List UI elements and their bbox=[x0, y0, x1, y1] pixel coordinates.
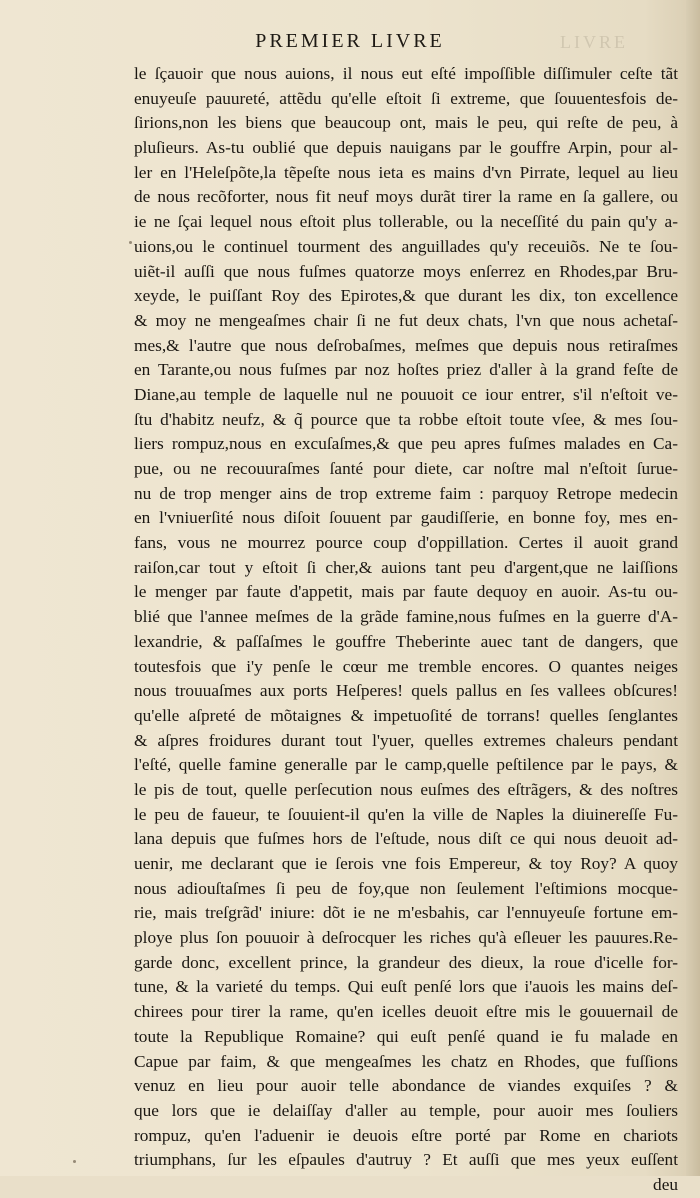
text-line: rie, mais treſgrãd' iniure: dõt ie ne m'esbahis, car l'ennuyeuſe fortune em- bbox=[134, 903, 678, 923]
text-line: chirees pour tirer la rame, qu'en icelles deuoit eſtre mis le gouuernail de bbox=[134, 1002, 678, 1022]
text-line: le peu de faueur, te ſouuient-il qu'en la ville de Naples la diuinereſſe Fu- bbox=[134, 804, 678, 824]
text-line: ſirions,non les biens que beaucoup ont, mais le peu, qui reſte de peu, à bbox=[134, 113, 678, 133]
text-line: uions,ou le continuel tourment des anguillades qu'y receuiõs. Ne te ſou- bbox=[134, 236, 678, 256]
text-line: raiſon,car tout y eſtoit ſi cher,& auions tant peu d'argent,que ne laiſſions bbox=[134, 557, 678, 577]
text-line: toute la Republique Romaine? qui euſt penſé quand ie fu malade en bbox=[134, 1026, 678, 1046]
text-line: tune, & la varieté du temps. Qui euſt penſé lors que i'auois les mains deſ- bbox=[134, 977, 678, 997]
text-line: pluſieurs. As-tu oublié que depuis nauigans par le gouffre Arpin, pour al- bbox=[134, 138, 678, 158]
text-line: & moy ne mengeaſmes chair ſi ne fut deux chats, l'vn que nous achetaſ- bbox=[134, 310, 678, 330]
text-line: lana depuis que fuſmes hors de l'eſtude, nous diſt ce qui nous deuoit ad- bbox=[134, 829, 678, 849]
text-line: lexandrie, & paſſaſmes le gouffre Theberinte auec tant de dangers, que bbox=[134, 631, 678, 651]
text-line: en Tarante,ou nous fuſmes par noz hoſtes priez d'aller à la grand feſte de bbox=[134, 360, 678, 380]
text-line: fans, vous ne mourrez pource coup d'oppillation. Certes il auoit grand bbox=[134, 533, 678, 553]
text-line: le ſçauoir que nous auions, il nous eut eſté impoſſible diſſimuler ceſte tãt bbox=[134, 64, 678, 83]
text-line: triumphans, ſur les eſpaules d'autruy ? Et auſſi que mes yeux euſſent bbox=[134, 1150, 678, 1170]
text-line: liers rompuz,nous en excuſaſmes,& que peu apres fuſmes malades en Ca- bbox=[134, 434, 678, 454]
text-line: ploye plus ſon pouuoir à deſrocquer les riches qu'à eſleuer les pauures.Re- bbox=[134, 928, 678, 948]
running-header: PREMIER LIVRE bbox=[255, 30, 445, 52]
text-line: que lors que ie delaiſſay d'aller au temple, pour auoir mes ſouliers bbox=[134, 1100, 678, 1120]
text-line: toutesfois que i'y penſe le cœur me tremble encores. O quantes neiges bbox=[134, 656, 678, 676]
text-line: rompuz, qu'en l'aduenir ie deuois eſtre porté par Rome en chariots bbox=[134, 1125, 678, 1145]
text-line: garde donc, excellent prince, la grandeur des dieux, la roue d'icelle for- bbox=[134, 952, 678, 972]
text-line: xeyde, le puiſſant Roy des Epirotes,& que durant les dix, ton excellence bbox=[134, 286, 678, 306]
text-line: ſtu d'habitz neufz, & q̃ pource que ta robbe eſtoit toute vſee, & mes ſou- bbox=[134, 409, 678, 429]
text-line: nous adiouſtaſmes ſi peu de foy,que non ſeulement l'eſtimions mocque- bbox=[134, 878, 678, 898]
text-line: de nous recõforter, nous fit neuf moys durãt tirer la rame en ſa gallere, ou bbox=[134, 187, 678, 207]
text-line: blié que l'annee meſmes de la grãde famine,nous fuſmes en la guerre d'A- bbox=[134, 607, 678, 627]
text-line: uenir, me declarant que ie ſerois vne fois Empereur, & toy Roy? A quoy bbox=[134, 854, 678, 873]
text-line: ler en l'Heleſpõte,la tẽpeſte nous ieta es mains d'vn Pirrate, lequel au lieu bbox=[134, 162, 678, 182]
text-line: pue, ou ne recouuraſmes ſanté pour diete, car noſtre mal n'eſtoit ſurue- bbox=[134, 459, 678, 478]
text-line: qu'elle aſpreté de mõtaignes & impetuoſité de torrans! quelles ſenglantes bbox=[134, 705, 678, 725]
text-line: nu de trop menger ains de trop extreme faim : parquoy Retrope medecin bbox=[134, 483, 678, 503]
text-line: uiẽt-il auſſi que nous fuſmes quatorze moys enſerrez en Rhodes,par Bru- bbox=[134, 261, 678, 281]
ink-speck bbox=[129, 241, 132, 244]
text-line: l'eſté, quelle famine generalle par le camp,quelle peſtilence par le pays, & bbox=[134, 755, 678, 775]
text-line: ie ne ſçai lequel nous eſtoit plus tollerable, ou la neceſſité du pain qu'y a- bbox=[134, 212, 678, 232]
text-line: en l'vniuerſité nous diſoit ſouuent par gaudiſſerie, en bonne foy, mes en- bbox=[134, 508, 678, 528]
body-text bbox=[134, 62, 678, 1198]
ink-speck bbox=[73, 1160, 76, 1163]
text-line: le pis de tout, quelle perſecution nous euſmes des eſtrãgers, & des noſtres bbox=[134, 779, 678, 799]
text-line: & aſpres froidures durant tout l'yuer, quelles extremes chaleurs pendant bbox=[134, 730, 678, 750]
catchword: deu bbox=[653, 1174, 678, 1194]
text-line: le menger par faute d'appetit, mais par faute dequoy en auoir. As-tu ou- bbox=[134, 582, 678, 602]
show-through-title: LIVRE bbox=[560, 32, 628, 52]
page-edge bbox=[686, 0, 700, 1176]
text-line: venuz en lieu pour auoir telle abondance de viandes exquiſes ? & bbox=[134, 1076, 678, 1096]
text-line: nous trouuaſmes aux ports Heſperes! quels pallus en ſes vallees obſcures! bbox=[134, 681, 678, 701]
text-line: enuyeuſe pauureté, attẽdu qu'elle eſtoit ſi extreme, que ſouuentesfois de- bbox=[134, 88, 678, 108]
text-line: Diane,au temple de laquelle nul ne pouuoit ce iour entrer, s'il n'eſtoit ve- bbox=[134, 384, 678, 404]
text-line: Capue par faim, & que mengeaſmes les chatz en Rhodes, que fuſſions bbox=[134, 1051, 678, 1071]
text-line: mes,& l'autre que nous deſrobaſmes, meſmes que depuis nous retiraſmes bbox=[134, 335, 678, 355]
